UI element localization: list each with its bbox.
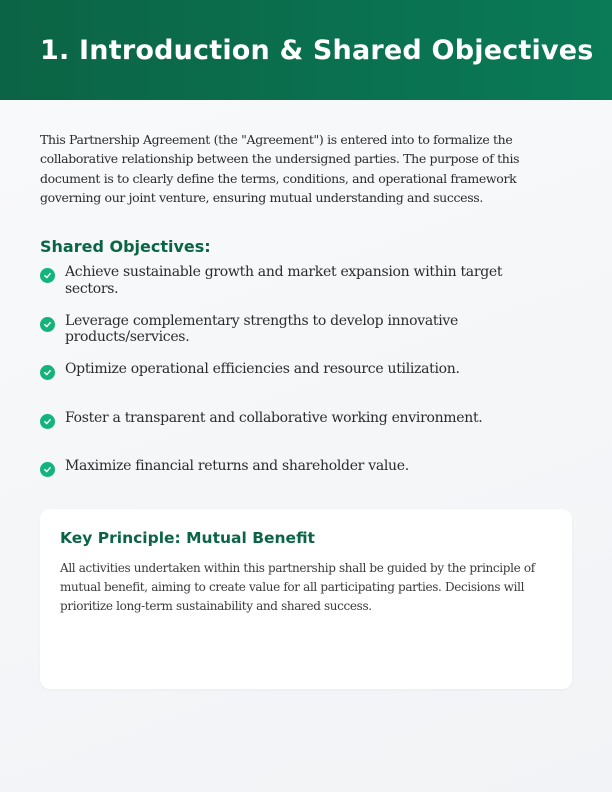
check-circle-icon bbox=[40, 414, 55, 429]
main-content bbox=[0, 100, 612, 689]
objectives-list bbox=[40, 264, 572, 507]
objective-text: Leverage complementary strengths to develop innovative products/services. bbox=[65, 312, 458, 346]
check-circle-icon bbox=[40, 317, 55, 332]
key-principle-heading: Key Principle: Mutual Benefit bbox=[60, 528, 315, 547]
check-circle-icon bbox=[40, 462, 55, 477]
list-item bbox=[40, 264, 572, 313]
page-header bbox=[0, 0, 612, 100]
check-circle-icon bbox=[40, 268, 55, 283]
list-item bbox=[40, 410, 572, 459]
list-item bbox=[40, 313, 572, 362]
intro-paragraph: This Partnership Agreement (the "Agreement") is entered into to formalize the collaborative relationship between the undersigned parties. The purpose of this document is to clearly define the terms, conditions, and operational framework governing our joint venture, ensuring mutual understanding and success. bbox=[40, 132, 520, 205]
list-item bbox=[40, 361, 572, 410]
objective-text: Maximize financial returns and shareholder value. bbox=[65, 458, 409, 475]
check-circle-icon bbox=[40, 365, 55, 380]
objectives-heading: Shared Objectives: bbox=[40, 237, 211, 257]
list-item bbox=[40, 458, 572, 507]
objective-text: Optimize operational efficiencies and resource utilization. bbox=[65, 361, 460, 378]
page-title: 1. Introduction & Shared Objectives bbox=[40, 34, 594, 66]
objective-text: Achieve sustainable growth and market expansion within target sectors. bbox=[65, 264, 503, 297]
key-principle-text: All activities undertaken within this partnership shall be guided by the principle of mutual benefit, aiming to create value for all participating parties. Decisions will prioritize long-term sustainability and shared success. bbox=[60, 560, 535, 614]
key-principle-card bbox=[40, 509, 572, 689]
objective-text: Foster a transparent and collaborative working environment. bbox=[65, 409, 483, 426]
